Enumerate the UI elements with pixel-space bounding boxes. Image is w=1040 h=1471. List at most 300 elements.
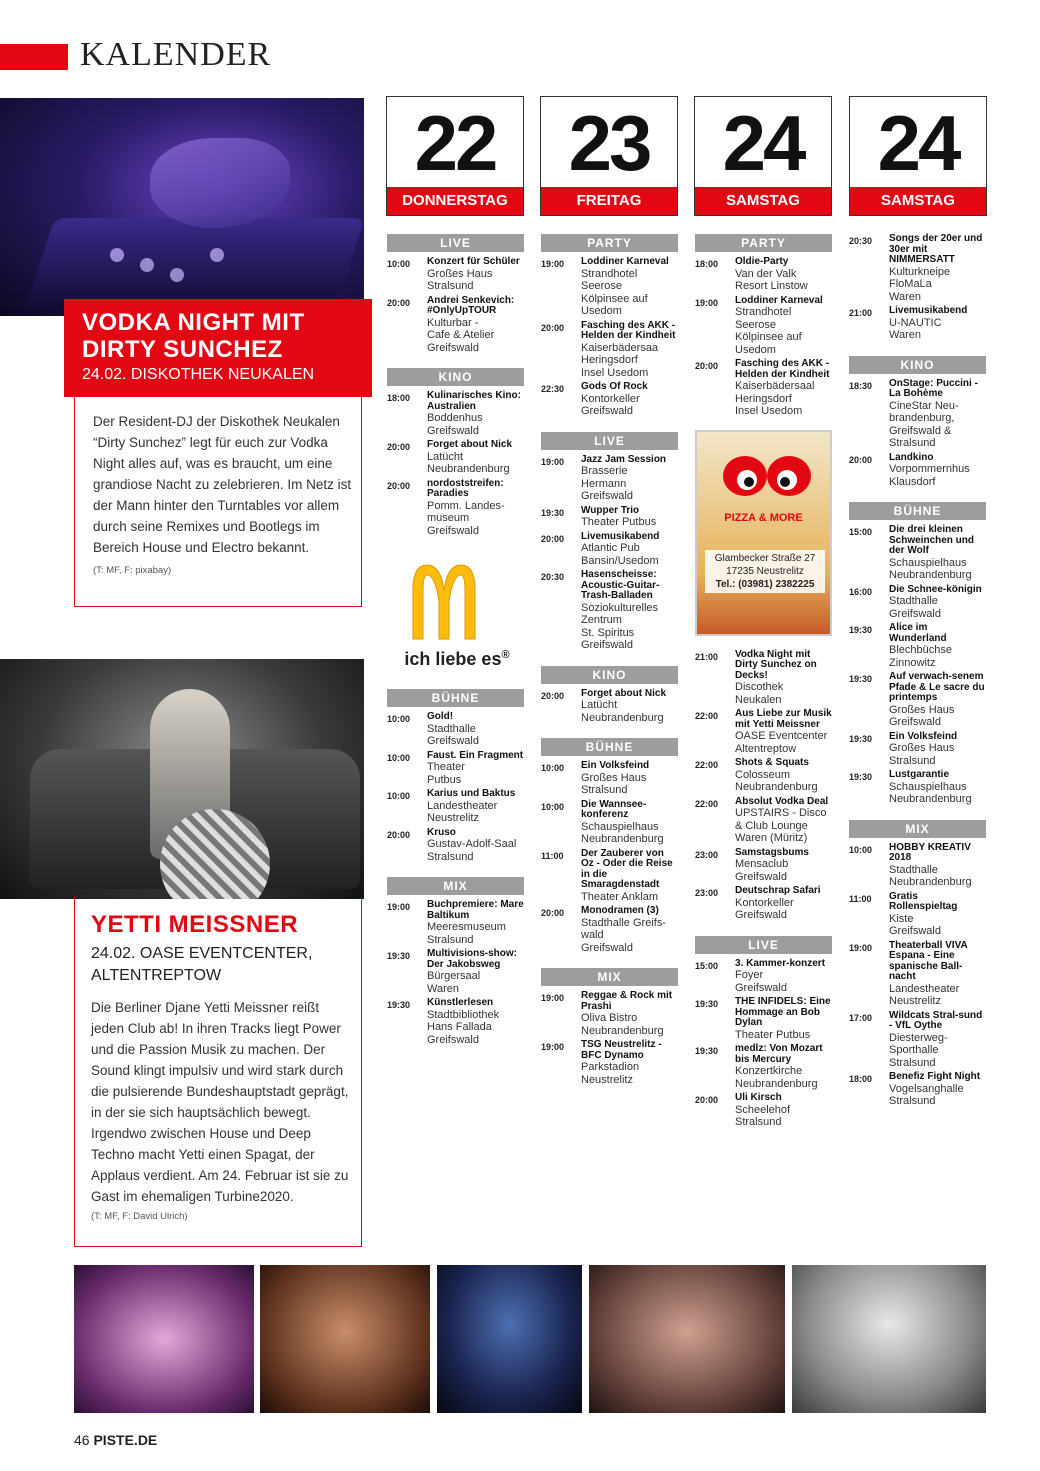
event-row [695,997,832,1041]
event-venue: Boddenhus Greifswald [427,412,483,437]
event-row [849,623,986,669]
event-venue: Soziokulturelles Zentrum St. Spiritus Greifswald [581,601,659,651]
event-venue: Bürgersaal Waren [427,970,481,995]
event-details [735,886,832,922]
pizza-phone: Tel.: (03981) 2382225 [715,578,815,590]
events-column-friday [541,234,678,1089]
event-name: Livemusikabend [581,530,660,542]
event-venue: Discothek Neukalen [735,681,784,706]
event-venue: Großes Haus Stralsund [889,742,955,767]
event-venue: Kaiserbädersaal Heringsdorf Insel Usedom [735,380,815,417]
event-time: 20:00 [541,533,565,544]
page-number: 46 [74,1432,90,1448]
event-details [889,892,986,938]
event-name: Ein Volksfeind [581,760,650,771]
events-column-saturday [695,234,832,1132]
event-details [889,379,986,450]
event-venue: Großes Haus Stralsund [427,267,493,292]
event-venue: Blechbüchse Zinnowitz [889,644,952,669]
party-photo-4 [589,1265,785,1413]
event-details [889,306,986,342]
site-name: PISTE.DE [93,1432,158,1448]
event-venue: Kulturkneipe FloMaLa Waren [889,265,951,303]
event-row [849,1011,986,1070]
event-time: 10:00 [541,801,565,812]
event-details [889,941,986,1008]
event-name: Songs der 20er und 30er mit NIMMERSATT [889,233,983,265]
party-photo-2 [260,1265,430,1413]
event-venue: Stadtbibliothek Hans Fallada Greifswald [427,1008,500,1046]
event-details [581,1040,678,1086]
event-details [735,359,832,418]
weekday-label: SAMSTAG [695,187,831,215]
party-photo-3 [437,1265,582,1413]
event-row [541,906,678,954]
event-name: Der Zauberer von Oz - Oder die Reise in die Smaragdenstadt [581,847,673,890]
category-header: KINO [387,368,524,386]
event-row [387,828,524,864]
event-row [849,585,986,621]
event-venue: Theater Putbus [581,516,657,528]
event-time: 23:00 [695,888,719,898]
event-details [735,959,832,995]
pizza-address [705,550,825,593]
weekday-label: SAMSTAG [850,187,986,215]
event-time: 21:00 [849,308,873,318]
event-venue: Landestheater Neustrelitz [427,799,498,824]
event-time: 19:30 [387,1000,411,1010]
event-row [695,959,832,995]
event-row [541,455,678,503]
event-details [581,321,678,380]
event-venue: Theater Putbus [427,761,465,786]
event-time: 17:00 [849,1012,873,1023]
event-name: Oldie-Party [735,256,789,267]
event-details [427,949,524,995]
event-name: Landkino [889,451,934,463]
event-name: Vodka Night mit Dirty Sunchez on Decks! [735,648,817,681]
weekday-label: FREITAG [541,187,677,215]
event-time: 19:30 [849,772,873,782]
event-venue: Colosseum Neubrandenburg [735,768,818,793]
event-time: 10:00 [387,714,411,724]
event-row [695,296,832,357]
category-header: LIVE [541,432,678,450]
event-row [387,391,524,437]
event-details [581,991,678,1037]
event-details [427,828,524,864]
event-details [735,1044,832,1090]
event-details [427,391,524,437]
event-details [735,650,832,707]
event-row [695,257,832,293]
event-row [695,650,832,707]
event-name: Forget about Nick [427,439,513,450]
event-venue: Meeresmuseum Stralsund [427,921,506,946]
event-time: 19:30 [387,951,411,961]
event-time: 20:00 [849,454,873,465]
category-header: LIVE [695,936,832,954]
event-row [387,789,524,825]
event-time: 19:00 [387,902,411,912]
event-row [541,991,678,1037]
event-details [581,761,678,797]
event-details [889,525,986,582]
event-name: Monodramen (3) [581,905,659,916]
event-venue: Gustav-Adolf-Saal Stralsund [427,838,517,863]
event-details [427,789,524,825]
event-details [581,800,678,846]
event-details [581,906,678,954]
event-venue: Theater Putbus [735,1028,811,1041]
event-time: 19:30 [695,1046,719,1056]
event-time: 15:00 [695,960,719,971]
event-row [541,570,678,652]
event-venue: Brasserie Hermann Greifswald [581,465,633,502]
event-name: Wupper Trio [581,504,640,516]
event-time: 23:00 [695,849,719,860]
event-time: 20:30 [541,572,565,582]
event-name: Die Schnee-königin [889,583,982,595]
event-name: Buchpremiere: Mare Baltikum [427,899,524,921]
event-details [889,843,986,889]
event-row [849,453,986,489]
event-name: Shots & Squats [735,757,809,768]
event-details [581,506,678,529]
category-header: LIVE [387,234,524,252]
event-venue: Kaiserbädersaa Heringsdorf Insel Usedom [581,341,659,379]
event-venue: Kontorkeller Greifswald [581,392,640,417]
vodka-night-heading [64,299,372,397]
event-row [387,257,524,293]
category-header: BÜHNE [541,738,678,756]
event-row [541,506,678,529]
event-details [735,758,832,794]
event-name: Livemusikabend [889,305,968,316]
date-card-saturday-continued [849,96,987,216]
event-details [735,296,832,357]
event-venue: Stadthalle Greifs- wald Greifswald [581,916,666,954]
event-details [735,709,832,755]
category-header: MIX [541,968,678,986]
event-venue: Stadthalle Greifswald [889,595,941,620]
event-name: nordoststreifen: Paradies [427,477,504,499]
vodka-night-title-line1: VODKA NIGHT MIT [82,309,305,336]
event-time: 20:00 [695,1095,719,1105]
event-venue: Vogelsanghalle Stralsund [889,1082,964,1107]
event-time: 21:00 [695,651,719,662]
event-time: 22:00 [695,711,719,721]
event-row [695,848,832,884]
event-details [889,234,986,303]
event-venue: CineStar Neu- brandenburg, Greifswald & Stralsund [889,399,959,449]
event-details [427,751,524,787]
event-name: Multivisions-show: Der Jakobsweg [427,948,517,970]
event-name: Karius und Baktus [427,788,516,799]
event-details [581,849,678,904]
event-time: 19:00 [541,1042,565,1052]
mcdonalds-ad [387,555,524,675]
event-time: 22:00 [695,760,719,770]
page-title: KALENDER [80,36,272,73]
dj-turntable-photo [0,98,364,316]
event-time: 19:30 [541,507,565,518]
yetti-meissner-feature [74,897,362,1247]
event-name: Deutschrap Safari [735,885,821,896]
events-column-saturday-continued [849,234,986,1111]
event-details [735,257,832,293]
event-time: 18:30 [849,380,873,391]
event-details [735,848,832,884]
event-venue: Van der Valk Resort Linstow [735,267,808,292]
category-header: BÜHNE [849,502,986,520]
event-details [581,455,678,503]
event-row [541,761,678,797]
event-name: THE INFIDELS: Eine Hommage an Bob Dylan [735,996,831,1028]
event-row [541,382,678,418]
event-time: 19:00 [695,297,719,308]
event-name: Reggae & Rock mit Prashi [581,990,673,1012]
event-name: OnStage: Puccini - La Bohème [889,377,978,399]
pizza-logo-eyes [717,450,817,510]
event-row [695,1044,832,1090]
event-venue: Parkstadion Neustrelitz [581,1061,640,1086]
event-row [541,800,678,846]
event-name: Kruso [427,826,456,838]
event-name: Forget about Nick [581,687,667,699]
event-time: 20:00 [541,322,565,333]
category-header: MIX [387,877,524,895]
event-time: 20:00 [387,442,411,452]
event-time: 20:00 [541,690,565,701]
event-name: Fasching des AKK - Helden der Kindheit [735,358,830,380]
event-name: Auf verwach-senem Pfade & Le sacre du printemps [889,671,985,703]
event-details [581,532,678,568]
event-row [695,359,832,418]
event-row [849,770,986,806]
event-name: HOBBY KREATIV 2018 [889,841,971,863]
event-name: Faust. Ein Fragment [427,749,524,761]
event-name: Konzert für Schüler [427,256,520,267]
event-venue: Diesterweg- Sporthalle Stralsund [889,1031,948,1069]
event-time: 22:00 [695,798,719,809]
party-photo-1 [74,1265,254,1413]
event-time: 20:00 [387,480,411,491]
event-time: 20:00 [695,361,719,371]
event-venue: Strandhotel Seerose Kölpinsee auf Usedom [735,306,802,356]
event-venue: Schauspielhaus Neubrandenburg [889,556,972,581]
event-time: 20:30 [849,236,873,246]
event-name: Benefiz Fight Night [889,1071,981,1082]
event-venue: Kontorkeller Greifswald [735,896,794,921]
event-details [427,257,524,293]
event-time: 10:00 [541,763,565,773]
event-row [541,321,678,380]
event-venue: Latücht Neubrandenburg [581,699,664,724]
event-time: 19:00 [849,942,873,953]
event-time: 11:00 [541,850,564,861]
party-photo-5 [792,1265,986,1413]
event-time: 15:00 [849,527,873,537]
event-venue: Latücht Neubrandenburg [427,450,510,475]
event-details [889,623,986,669]
event-row [695,797,832,845]
event-venue: Schauspielhaus Neubrandenburg [889,780,972,805]
event-details [889,453,986,489]
event-row [387,998,524,1046]
category-header: KINO [541,666,678,684]
event-details [889,732,986,768]
event-time: 19:30 [849,625,873,635]
event-time: 16:00 [849,586,873,597]
mcdonalds-slogan [387,649,527,670]
event-name: Theaterball VIVA Espana - Eine spanische Ball-nacht [889,939,968,982]
event-time: 19:30 [695,999,719,1009]
event-name: Gods Of Rock [581,381,648,392]
event-row [541,1040,678,1086]
event-details [427,296,524,355]
event-row [387,751,524,787]
event-name: Aus Liebe zur Musik mit Yetti Meissner [735,708,832,730]
event-details [581,257,678,318]
yetti-meissner-subtitle: 24.02. OASE EVENTCENTER, ALTENTREPTOW [91,945,313,984]
event-details [427,712,524,748]
yetti-meissner-photo [0,659,364,899]
events-column-thursday [387,234,524,1049]
event-details [889,1011,986,1070]
event-venue: Scheelehof Stralsund [735,1103,791,1128]
event-row [695,1093,832,1129]
event-details [581,570,678,652]
event-name: TSG Neustrelitz - BFC Dynamo [581,1039,662,1061]
event-venue: Theater Anklam [581,890,659,903]
event-time: 18:00 [849,1074,873,1084]
golden-arches-logo [409,561,479,641]
registered-mark: ® [501,649,510,661]
event-row [849,941,986,1008]
event-time: 10:00 [387,752,411,763]
event-time: 19:30 [849,674,873,684]
event-time: 10:00 [849,844,873,855]
event-name: 3. Kammer-konzert [735,957,826,969]
event-row [849,892,986,938]
event-details [735,797,832,845]
event-venue: Kulturbar - Cafe & Atelier Greifswald [427,316,495,354]
event-row [387,440,524,476]
date-number: 23 [568,99,650,187]
event-venue: Vorpommernhus Klausdorf [889,463,970,488]
event-venue: Großes Haus Stralsund [581,771,647,796]
event-row [695,709,832,755]
event-name: Loddiner Karneval [581,256,669,267]
event-row [387,479,524,538]
event-venue: OASE Eventcenter Altentreptow [735,730,828,755]
weekday-label: DONNERSTAG [387,187,523,215]
event-row [849,379,986,450]
event-name: Hasenscheisse: Acoustic-Guitar-Trash-Balladen [581,569,660,601]
event-details [889,1072,986,1108]
event-details [427,479,524,538]
event-name: medlz: Von Mozart bis Mercury [735,1043,823,1065]
event-row [849,306,986,342]
category-header: PARTY [695,234,832,252]
yetti-meissner-body: Die Berliner Djane Yetti Meissner reißt jeden Club ab! In ihren Tracks liegt Power und die Passion Musik zu machen. Der Sound klingt impulsiv und wird stark durch die pulsierende Bundeshauptstadt geprägt, in der sie sich hauptsächlich bewegt. Irgendwo zwischen House und Deep Techno macht Yetti einen Spagat, der Applaus verdient. Am 24. Februar ist sie zu Gast im ehemaligen Turbine2020. [91,1000,349,1204]
event-details [889,770,986,806]
event-time: 20:00 [387,297,411,308]
event-name: Kulinarisches Kino: Australien [427,390,521,412]
event-row [849,1072,986,1108]
event-row [541,849,678,904]
event-time: 19:00 [541,993,565,1003]
category-header: PARTY [541,234,678,252]
event-venue: Landestheater Neustrelitz [889,982,960,1007]
event-venue: Foyer Greifswald [735,969,787,994]
event-name: Die drei kleinen Schweinchen und der Wolf [889,524,975,556]
event-row [849,234,986,303]
event-details [427,900,524,946]
event-row [387,900,524,946]
event-time: 18:00 [387,393,411,403]
event-name: Jazz Jam Session [581,453,667,465]
date-card-saturday [694,96,832,216]
yetti-meissner-title: YETTI MEISSNER [91,911,299,938]
event-venue: Kiste Greifswald [889,912,941,937]
event-name: Wildcats Stral-sund - VfL Oythe [889,1009,983,1031]
vodka-night-body: Der Resident-DJ der Diskothek Neukalen “Dirty Sunchez” legt für euch zur Vodka Night alles auf, was es braucht, um eine grandiose Nacht zu zelebrieren. Im Netz ist der Mann hinter den Turntables vor allem durch seine Remixes und Bootlegs im Bereich House und Electro bekannt. [93,414,352,555]
event-row [849,732,986,768]
event-row [387,949,524,995]
pizza-city: 17235 Neustrelitz [726,565,804,577]
event-venue: Schauspielhaus Neubrandenburg [581,820,664,845]
event-venue: Mensaclub Greifswald [735,858,789,883]
event-time: 19:00 [541,456,565,467]
event-name: Die Wannsee-konferenz [581,798,647,820]
pizza-and-more-ad [695,430,832,636]
category-header: MIX [849,820,986,838]
vodka-night-title-line2: DIRTY SUNCHEZ [82,336,283,363]
event-name: Gold! [427,711,454,722]
category-header: KINO [849,356,986,374]
event-details [735,997,832,1041]
category-header: BÜHNE [387,689,524,707]
date-number: 22 [414,99,496,187]
event-venue: U-NAUTIC Waren [889,316,942,341]
event-row [387,296,524,355]
event-venue: Pomm. Landes- museum Greifswald [427,499,505,537]
event-name: Gratis Rollenspieltag [889,890,958,912]
vodka-night-subtitle: 24.02. DISKOTHEK NEUKALEN [82,366,315,383]
page-footer [74,1432,157,1448]
slogan-text: ich liebe es [404,649,502,669]
event-time: 10:00 [387,259,411,269]
event-time: 19:00 [541,259,565,269]
event-name: Alice im Wunderland [889,622,947,644]
event-name: Absolut Vodka Deal [735,795,829,807]
event-details [427,440,524,476]
event-venue: Oliva Bistro Neubrandenburg [581,1012,664,1037]
event-time: 18:00 [695,259,719,269]
pizza-brand: PIZZA & MORE [724,511,803,524]
event-row [387,712,524,748]
event-row [541,257,678,318]
event-details [581,689,678,725]
yetti-meissner-credit: (T: MF, F: David Ulrich) [91,1211,188,1222]
event-venue: Großes Haus Greifswald [889,703,955,728]
event-name: Ein Volksfeind [889,730,958,742]
event-details [889,585,986,621]
event-venue: Stadthalle Neubrandenburg [889,863,972,888]
event-time: 11:00 [849,893,872,904]
